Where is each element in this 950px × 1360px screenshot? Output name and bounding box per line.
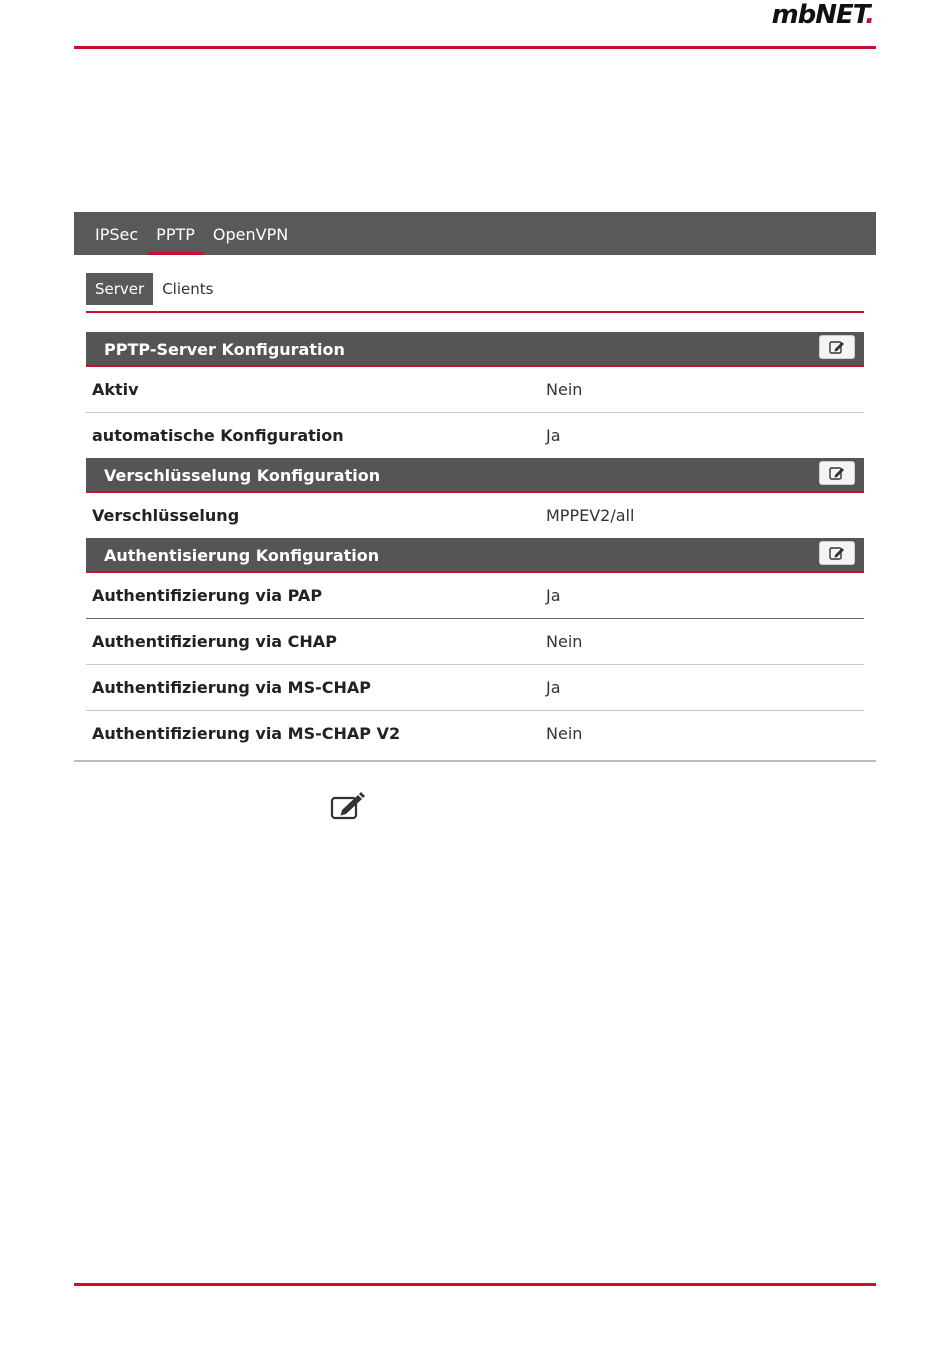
section-title: PPTP-Server Konfiguration — [104, 340, 345, 359]
config-content — [86, 332, 864, 756]
subtab-server[interactable]: Server — [86, 273, 153, 305]
main-tabbar — [74, 212, 876, 255]
tab-pptp[interactable]: PPTP — [147, 212, 204, 255]
edit-icon — [829, 340, 845, 354]
edit-icon — [330, 792, 366, 824]
row-label: Authentifizierung via PAP — [92, 586, 323, 605]
row-label: Authentifizierung via MS-CHAP — [92, 678, 371, 697]
sub-tabbar — [86, 273, 864, 313]
row-auth-ms-chap — [86, 665, 864, 711]
edit-button[interactable] — [819, 541, 855, 565]
edit-button[interactable] — [819, 335, 855, 359]
tab-ipsec[interactable]: IPSec — [95, 225, 139, 244]
footer-divider — [74, 1283, 876, 1286]
row-auth-pap — [86, 573, 864, 619]
row-value: MPPEV2/all — [546, 506, 635, 525]
row-label: automatische Konfiguration — [92, 426, 344, 445]
row-label: Authentifizierung via MS-CHAP V2 — [92, 724, 401, 743]
row-automatische-konfiguration — [86, 413, 864, 458]
row-aktiv — [86, 367, 864, 413]
edit-icon — [829, 466, 845, 480]
row-auth-ms-chap-v2 — [86, 711, 864, 756]
row-auth-chap — [86, 619, 864, 665]
row-value: Nein — [546, 380, 583, 399]
edit-button[interactable] — [819, 461, 855, 485]
row-verschluesselung — [86, 493, 864, 538]
section-header-authentisierung — [86, 538, 864, 573]
section-title: Authentisierung Konfiguration — [104, 546, 380, 565]
logo-dot: . — [865, 0, 874, 30]
row-value: Nein — [546, 724, 583, 743]
logo-text: mbNET — [771, 0, 866, 30]
edit-icon — [829, 546, 845, 560]
row-label: Aktiv — [92, 380, 139, 399]
row-label: Authentifizierung via CHAP — [92, 632, 337, 651]
row-value: Ja — [546, 678, 561, 697]
vpn-panel — [74, 212, 876, 762]
section-title: Verschlüsselung Konfiguration — [104, 466, 381, 485]
section-header-pptp-server — [86, 332, 864, 367]
row-value: Ja — [546, 586, 561, 605]
subtab-clients[interactable]: Clients — [162, 280, 214, 298]
row-value: Nein — [546, 632, 583, 651]
section-header-verschluesselung — [86, 458, 864, 493]
header-divider — [74, 46, 876, 49]
tab-openvpn[interactable]: OpenVPN — [212, 225, 289, 244]
mbnet-logo — [772, 0, 874, 30]
row-label: Verschlüsselung — [92, 506, 240, 525]
row-value: Ja — [546, 426, 561, 445]
